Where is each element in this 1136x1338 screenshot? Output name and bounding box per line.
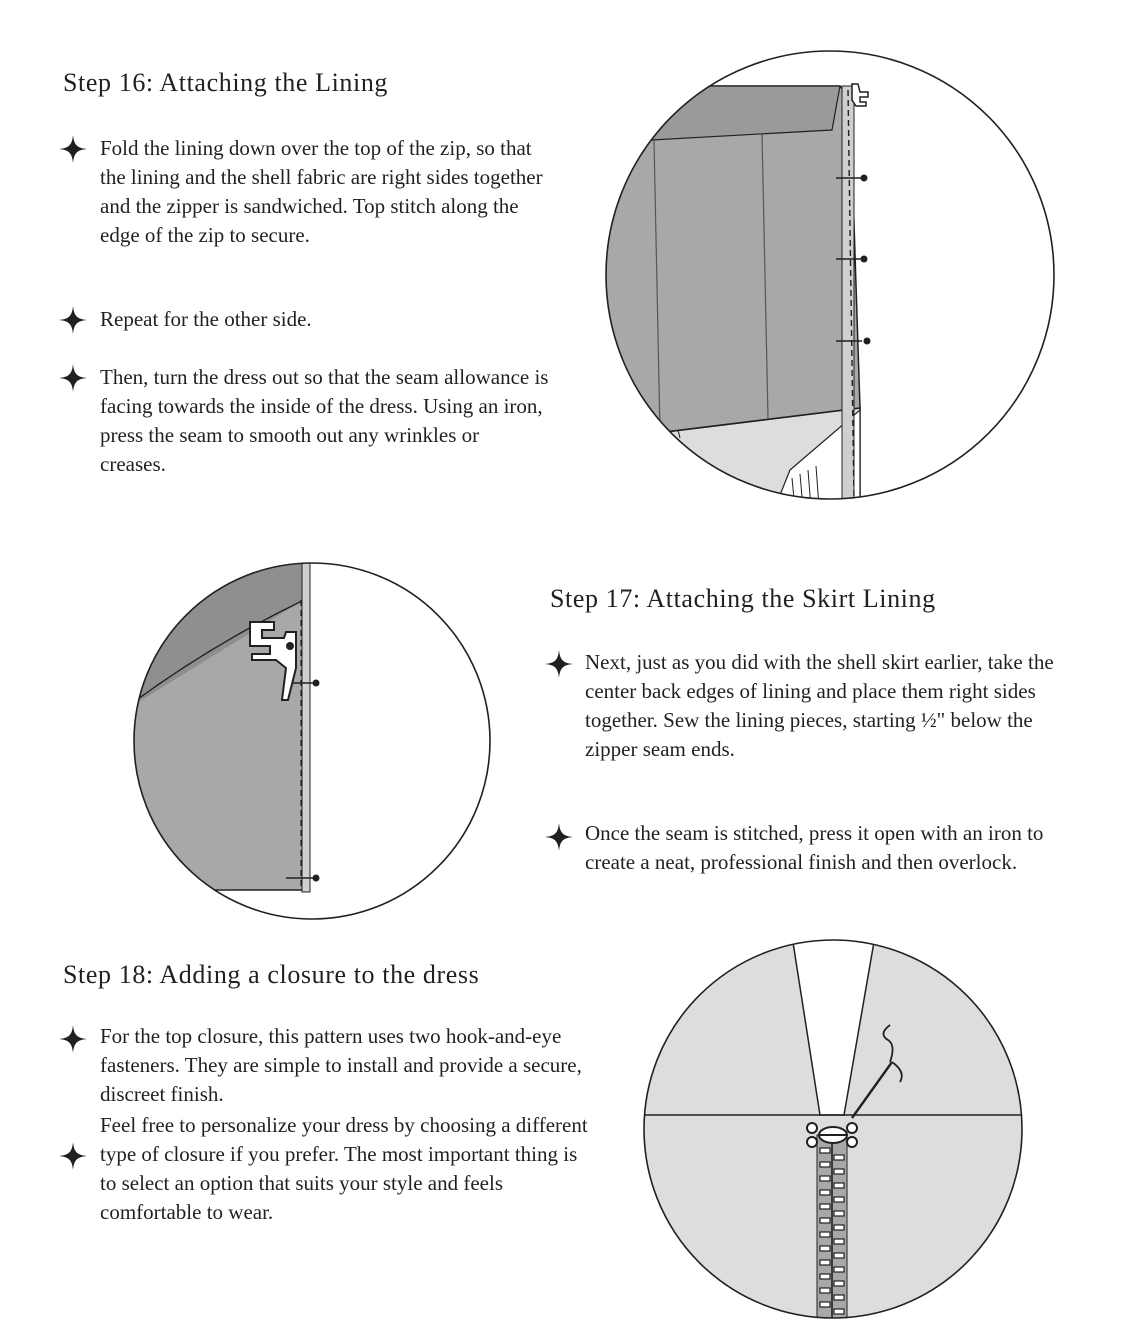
step16-title: Step 16: Attaching the Lining [63, 68, 389, 97]
four-point-star-icon [545, 823, 573, 851]
step18-title: Step 18: Adding a closure to the dress [63, 960, 480, 989]
step16-bullet-1: Fold the lining down over the top of the zip, so that the lining and the shell fabric are right sides together and the zipper is sandwiched. Top stitch along the edge of the zip to secure. [100, 136, 543, 247]
closure-illustration [640, 936, 1026, 1322]
lining-illustration [600, 48, 1080, 528]
four-point-star-icon [59, 135, 87, 163]
step17-bullet-2: Once the seam is stitched, press it open with an iron to create a neat, professional finish and then overlock. [585, 821, 1044, 874]
four-point-star-icon [59, 306, 87, 334]
step16-bullet-2: Repeat for the other side. [100, 307, 312, 331]
step17-title: Step 17: Attaching the Skirt Lining [550, 584, 936, 613]
four-point-star-icon [59, 1025, 87, 1053]
step16-bullet-3: Then, turn the dress out so that the seam allowance is facing towards the inside of the dress. Using an iron, press the seam to smooth out any wrinkles or creases. [100, 365, 549, 476]
step18-bullet-2: Feel free to personalize your dress by choosing a different type of closure if you prefer. The most important thing is to select an option that suits your style and feels comfortable to wear. [100, 1113, 588, 1224]
step17-bullet-1: Next, just as you did with the shell skirt earlier, take the center back edges of lining and place them right sides together. Sew the lining pieces, starting ½" below the zipper seam ends. [585, 650, 1054, 761]
four-point-star-icon [59, 1142, 87, 1170]
four-point-star-icon [59, 364, 87, 392]
step18-bullet-1: For the top closure, this pattern uses two hook-and-eye fasteners. They are simple to install and provide a secure, discreet finish. [100, 1024, 582, 1106]
skirt-lining-illustration [110, 560, 515, 925]
four-point-star-icon [545, 650, 573, 678]
